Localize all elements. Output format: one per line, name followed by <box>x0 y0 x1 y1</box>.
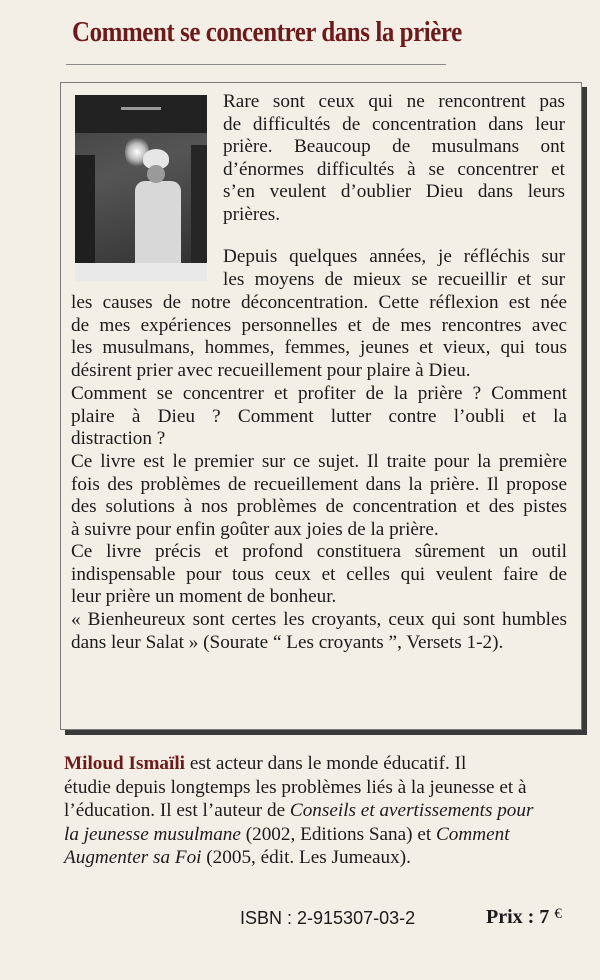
p4-line: des solutions à nos problèmes de concentration et des pistes <box>71 496 567 518</box>
p2-line: les moyens de mieux se recueillir et sur <box>223 268 565 290</box>
p1-line: prière. Beaucoup de musulmans ont <box>223 136 565 158</box>
p1-line: prières. <box>223 203 281 225</box>
paragraph-1 <box>223 91 565 227</box>
p5-line: leur prière un moment de bonheur. <box>71 586 337 608</box>
p4-line: à suivre pour enfin goûter aux joies de la prière. <box>71 518 439 540</box>
price-label: Prix : 7 <box>486 906 550 928</box>
book-title: Comment <box>435 823 510 845</box>
p2-line: Depuis quelques années, je réfléchis sur <box>223 246 565 267</box>
photo-fan <box>121 107 161 110</box>
bio-text: étudie depuis longtemps les problèmes liés à la jeunesse et à <box>64 776 527 798</box>
quote-paragraph <box>71 609 567 654</box>
currency-symbol: € <box>554 906 562 922</box>
cover-photo <box>75 95 207 281</box>
description-box <box>60 82 582 730</box>
photo-figure-face <box>147 165 165 183</box>
photo-floor <box>75 263 207 281</box>
p1-line: Rare sont ceux qui ne rencontrent pas <box>223 91 565 112</box>
book-title: Conseils et avertissements pour <box>289 800 534 822</box>
paragraph-2-bottom <box>71 292 567 382</box>
isbn: ISBN : 2-915307-03-2 <box>240 908 416 928</box>
p2-line: de mes expériences personnelles et de mes rencontres avec <box>71 314 567 336</box>
paragraph-5 <box>71 541 567 609</box>
p4-line: Ce livre est le premier sur ce sujet. Il traite pour la première <box>71 451 567 472</box>
p3-line: plaire à Dieu ? Comment lutter contre l’oubli et la <box>71 405 567 427</box>
author-name: Miloud Ismaïli <box>64 753 186 774</box>
p1-line: d’énormes difficultés à se concentrer et <box>223 158 565 180</box>
author-bio <box>64 752 533 870</box>
p1-line: de difficultés de concentration dans leur <box>223 113 565 135</box>
photo-pillar-right <box>191 145 207 281</box>
paragraph-2-top <box>223 246 565 291</box>
paragraph-3 <box>71 383 567 451</box>
p4-line: fois des problèmes de recueillement dans la prière. Il propose <box>71 473 567 495</box>
page-title: Comment se concentrer dans la prière <box>72 16 462 48</box>
bio-text: (2005, édit. Les Jumeaux). <box>201 847 411 869</box>
price <box>486 906 562 929</box>
bio-text: est acteur dans le monde éducatif. Il <box>185 753 467 774</box>
p2-line: désirent prier avec recueillement pour plaire à Dieu. <box>71 359 471 381</box>
p5-line: indispensable pour tous ceux et celles qui veulent faire de <box>71 563 567 585</box>
p2-line: les causes de notre déconcentration. Cette réflexion est née <box>71 292 567 313</box>
p5-line: Ce livre précis et profond constituera sûrement un outil <box>71 541 567 562</box>
p3-line: distraction ? <box>71 428 166 450</box>
quote-line: « Bienheureux sont certes les croyants, ceux qui sont humbles <box>71 609 567 630</box>
book-title: Augmenter sa Foi <box>64 847 202 869</box>
p1-line: s’en veulent d’oublier Dieu dans leurs <box>223 181 565 203</box>
book-title: la jeunesse musulmane <box>64 823 241 845</box>
paragraph-4 <box>71 451 567 541</box>
photo-ceiling <box>75 95 207 133</box>
bio-text: (2002, Editions Sana) et <box>240 823 436 845</box>
title-divider <box>66 64 446 65</box>
quote-line: dans leur Salat » (Sourate “ Les croyants ”, Versets 1-2). <box>71 631 504 653</box>
p2-line: les musulmans, hommes, femmes, jeunes et vieux, qui tous <box>71 337 567 359</box>
p3-line: Comment se concentrer et profiter de la prière ? Comment <box>71 383 567 404</box>
bio-text: l’éducation. Il est l’auteur de <box>64 800 290 822</box>
